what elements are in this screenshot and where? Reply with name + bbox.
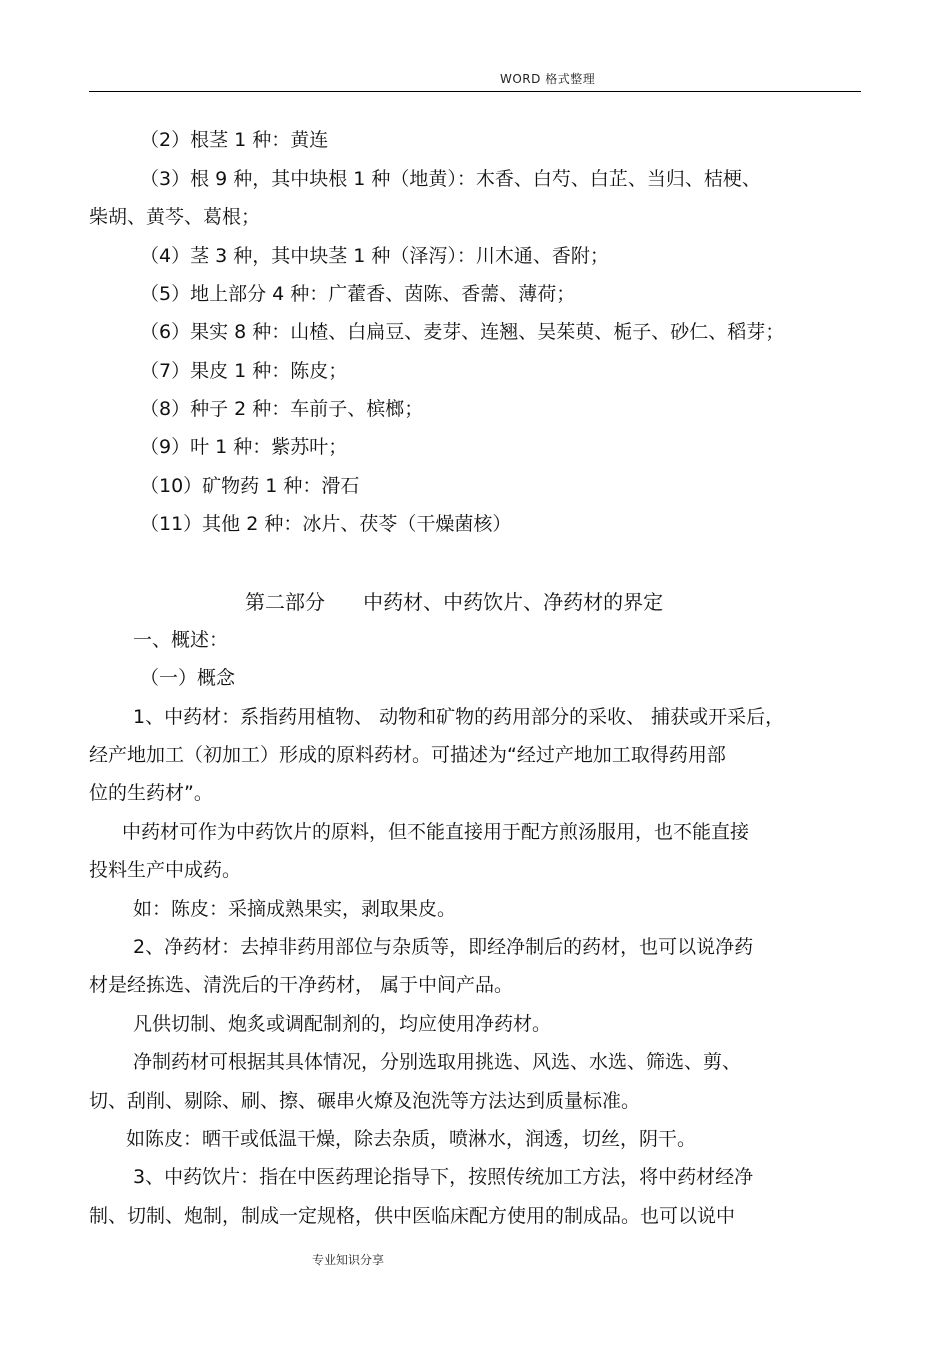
- list-item-root-line2: 柴胡、黄芩、葛根；: [89, 206, 261, 228]
- list-item-leaf: （9）叶 1 种：紫苏叶；: [140, 436, 348, 458]
- paragraph-decoction-pieces-line2: 制、切制、炮制，制成一定规格，供中医临床配方使用的制成品。也可以说中: [89, 1205, 736, 1227]
- list-item-mineral: （10）矿物药 1 种：滑石: [140, 475, 360, 497]
- paragraph-herb-line1: 1、中药材：系指药用植物、 动物和矿物的药用部分的采收、 捕获或开采后，: [133, 706, 785, 728]
- section-title: 第二部分 中药材、中药饮片、净药材的界定: [245, 590, 664, 614]
- paragraph-clean-herb-line2: 材是经拣选、清洗后的干净药材， 属于中间产品。: [89, 974, 514, 996]
- paragraph-cleaning-methods-line2: 切、刮削、剔除、刷、擦、碾串火燎及泡洗等方法达到质量标准。: [89, 1090, 641, 1112]
- list-item-aerial-part: （5）地上部分 4 种：广藿香、茵陈、香薷、薄荷；: [140, 283, 576, 305]
- list-item-pericarp: （7）果皮 1 种：陈皮；: [140, 360, 348, 382]
- paragraph-usage-line1: 中药材可作为中药饮片的原料，但不能直接用于配方煎汤服用，也不能直接: [122, 821, 750, 843]
- concept-heading: （一）概念: [140, 667, 236, 689]
- paragraph-example-peel: 如：陈皮：采摘成熟果实，剥取果皮。: [133, 898, 457, 920]
- header-divider: [89, 91, 861, 92]
- paragraph-decoction-pieces-line1: 3、中药饮片：指在中医药理论指导下，按照传统加工方法，将中药材经净: [133, 1166, 754, 1188]
- paragraph-herb-line3: 位的生药材”。: [89, 782, 213, 804]
- list-item-fruit: （6）果实 8 种：山楂、白扁豆、麦芽、连翘、吴茱萸、栀子、砂仁、稻芽；: [140, 321, 785, 343]
- paragraph-example-peel-processing: 如陈皮：晒干或低温干燥，除去杂质，喷淋水，润透，切丝，阴干。: [126, 1128, 697, 1150]
- list-item-other: （11）其他 2 种：冰片、茯苓（干燥菌核）: [140, 513, 512, 535]
- paragraph-cleaning-methods-line1: 净制药材可根据其具体情况，分别选取用挑选、风选、水选、筛选、剪、: [133, 1051, 742, 1073]
- list-item-rhizome: （2）根茎 1 种：黄连: [140, 129, 329, 151]
- page-footer: 专业知识分享: [312, 1253, 385, 1267]
- list-item-stem: （4）茎 3 种，其中块茎 1 种（泽泻）：川木通、香附；: [140, 245, 609, 267]
- list-item-root-line1: （3）根 9 种，其中块根 1 种（地黄）：木香、白芍、白芷、当归、桔梗、: [140, 168, 761, 190]
- paragraph-usage-line2: 投料生产中成药。: [89, 859, 242, 881]
- overview-heading: 一、概述：: [133, 629, 229, 651]
- page-header-title: WORD 格式整理: [500, 72, 596, 86]
- paragraph-clean-usage: 凡供切制、炮炙或调配制剂的，均应使用净药材。: [133, 1013, 552, 1035]
- paragraph-herb-line2: 经产地加工（初加工）形成的原料药材。可描述为“经过产地加工取得药用部: [89, 744, 726, 766]
- list-item-seed: （8）种子 2 种：车前子、槟榔；: [140, 398, 424, 420]
- paragraph-clean-herb-line1: 2、净药材：去掉非药用部位与杂质等，即经净制后的药材，也可以说净药: [133, 936, 754, 958]
